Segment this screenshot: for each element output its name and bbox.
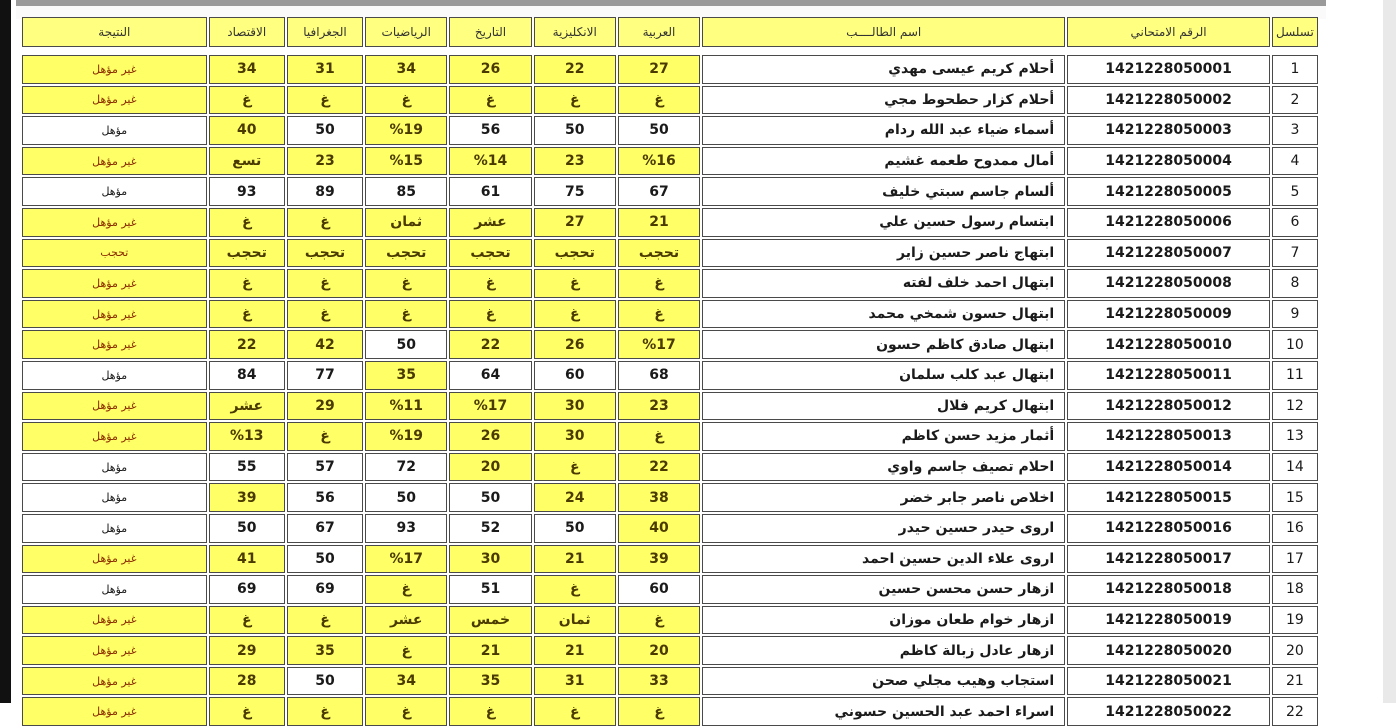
cell-english: 31 — [534, 667, 616, 696]
cell-name: اخلاص ناصر جابر خضر — [702, 483, 1065, 512]
cell-name: ابتهال احمد خلف لفته — [702, 269, 1065, 298]
cell-geography: 35 — [287, 636, 363, 665]
cell-arabic: غ — [618, 697, 700, 726]
column-header-history: التاريخ — [449, 17, 531, 47]
cell-english: ثمان — [534, 606, 616, 635]
table-row — [22, 514, 1318, 543]
table-row — [22, 545, 1318, 574]
cell-name: ابتهال عبد كلب سلمان — [702, 361, 1065, 390]
table-row — [22, 177, 1318, 206]
cell-economics: غ — [209, 208, 285, 237]
table-row — [22, 208, 1318, 237]
cell-history: %17 — [449, 392, 531, 421]
cell-math: %17 — [365, 545, 447, 574]
cell-exam: 1421228050004 — [1067, 147, 1270, 176]
cell-result: غير مؤهل — [22, 422, 207, 451]
cell-result: مؤهل — [22, 361, 207, 390]
cell-geography: غ — [287, 300, 363, 329]
cell-exam: 1421228050007 — [1067, 239, 1270, 268]
cell-name: ابتهال حسون شمخي محمد — [702, 300, 1065, 329]
cell-arabic: 68 — [618, 361, 700, 390]
table-row — [22, 86, 1318, 115]
cell-result: غير مؤهل — [22, 208, 207, 237]
cell-arabic: 38 — [618, 483, 700, 512]
cell-result: غير مؤهل — [22, 330, 207, 359]
cell-economics: %13 — [209, 422, 285, 451]
cell-name: ازهار خوام طعان موزان — [702, 606, 1065, 635]
cell-history: 61 — [449, 177, 531, 206]
cell-english: 23 — [534, 147, 616, 176]
cell-history: 21 — [449, 636, 531, 665]
cell-history: تحجب — [449, 239, 531, 268]
cell-arabic: 67 — [618, 177, 700, 206]
screen-edge-left — [0, 0, 11, 703]
cell-geography: 69 — [287, 575, 363, 604]
cell-result: غير مؤهل — [22, 636, 207, 665]
cell-geography: 89 — [287, 177, 363, 206]
cell-math: %11 — [365, 392, 447, 421]
cell-name: ابتسام رسول حسين علي — [702, 208, 1065, 237]
results-sheet — [16, 0, 1326, 720]
cell-geography: 29 — [287, 392, 363, 421]
table-row — [22, 269, 1318, 298]
cell-english: غ — [534, 269, 616, 298]
cell-arabic: %17 — [618, 330, 700, 359]
cell-serial: 7 — [1272, 239, 1318, 268]
cell-english: 27 — [534, 208, 616, 237]
cell-math: غ — [365, 575, 447, 604]
column-header-english: الانكليزية — [534, 17, 616, 47]
cell-serial: 2 — [1272, 86, 1318, 115]
cell-economics: 22 — [209, 330, 285, 359]
cell-english: 26 — [534, 330, 616, 359]
table-body — [22, 49, 1318, 726]
cell-geography: غ — [287, 86, 363, 115]
cell-geography: غ — [287, 606, 363, 635]
cell-exam: 1421228050014 — [1067, 453, 1270, 482]
cell-geography: 31 — [287, 55, 363, 84]
cell-history: 26 — [449, 422, 531, 451]
cell-name: ابتهال كريم فلال — [702, 392, 1065, 421]
cell-name: ألسام جاسم سبتي خليف — [702, 177, 1065, 206]
cell-exam: 1421228050020 — [1067, 636, 1270, 665]
cell-economics: 28 — [209, 667, 285, 696]
cell-math: 85 — [365, 177, 447, 206]
cell-arabic: 50 — [618, 116, 700, 145]
cell-history: غ — [449, 86, 531, 115]
cell-arabic: 60 — [618, 575, 700, 604]
cell-history: 56 — [449, 116, 531, 145]
table-row — [22, 239, 1318, 268]
cell-name: أثمار مزيد حسن كاظم — [702, 422, 1065, 451]
cell-math: غ — [365, 300, 447, 329]
cell-arabic: تحجب — [618, 239, 700, 268]
cell-history: 26 — [449, 55, 531, 84]
column-header-serial: تسلسل — [1272, 17, 1318, 47]
column-header-result: النتيجة — [22, 17, 207, 47]
cell-result: مؤهل — [22, 116, 207, 145]
column-header-economics: الاقتصاد — [209, 17, 285, 47]
cell-geography: 77 — [287, 361, 363, 390]
cell-english: تحجب — [534, 239, 616, 268]
cell-geography: 57 — [287, 453, 363, 482]
cell-arabic: غ — [618, 269, 700, 298]
cell-serial: 4 — [1272, 147, 1318, 176]
cell-serial: 12 — [1272, 392, 1318, 421]
cell-arabic: 39 — [618, 545, 700, 574]
cell-result: غير مؤهل — [22, 269, 207, 298]
cell-geography: 50 — [287, 667, 363, 696]
cell-history: عشر — [449, 208, 531, 237]
cell-math: 50 — [365, 330, 447, 359]
table-row — [22, 300, 1318, 329]
cell-economics: 41 — [209, 545, 285, 574]
cell-exam: 1421228050005 — [1067, 177, 1270, 206]
cell-history: غ — [449, 300, 531, 329]
cell-english: 21 — [534, 636, 616, 665]
table-row — [22, 606, 1318, 635]
cell-economics: 29 — [209, 636, 285, 665]
cell-math: %19 — [365, 116, 447, 145]
cell-serial: 15 — [1272, 483, 1318, 512]
cell-name: أحلام كزار حطحوط مجي — [702, 86, 1065, 115]
cell-exam: 1421228050002 — [1067, 86, 1270, 115]
cell-exam: 1421228050011 — [1067, 361, 1270, 390]
cell-math: 34 — [365, 667, 447, 696]
cell-name: أسماء ضياء عبد الله ردام — [702, 116, 1065, 145]
cell-economics: غ — [209, 697, 285, 726]
cell-name: أحلام كريم عيسى مهدي — [702, 55, 1065, 84]
cell-name: اروى علاء الدين حسين احمد — [702, 545, 1065, 574]
cell-english: 60 — [534, 361, 616, 390]
cell-history: غ — [449, 269, 531, 298]
cell-math: 72 — [365, 453, 447, 482]
cell-exam: 1421228050012 — [1067, 392, 1270, 421]
cell-result: مؤهل — [22, 453, 207, 482]
cell-result: مؤهل — [22, 177, 207, 206]
cell-english: 30 — [534, 422, 616, 451]
table-row — [22, 392, 1318, 421]
cell-arabic: 20 — [618, 636, 700, 665]
cell-arabic: غ — [618, 606, 700, 635]
cell-result: غير مؤهل — [22, 392, 207, 421]
cell-math: غ — [365, 269, 447, 298]
cell-math: تحجب — [365, 239, 447, 268]
cell-economics: غ — [209, 86, 285, 115]
cell-arabic: 33 — [618, 667, 700, 696]
cell-history: غ — [449, 697, 531, 726]
cell-history: %14 — [449, 147, 531, 176]
cell-name: ابتهاج ناصر حسين زاير — [702, 239, 1065, 268]
table-row — [22, 483, 1318, 512]
cell-result: مؤهل — [22, 575, 207, 604]
cell-name: ازهار حسن محسن حسين — [702, 575, 1065, 604]
cell-economics: 39 — [209, 483, 285, 512]
cell-geography: 50 — [287, 116, 363, 145]
cell-serial: 13 — [1272, 422, 1318, 451]
cell-math: 50 — [365, 483, 447, 512]
cell-economics: غ — [209, 300, 285, 329]
cell-english: 75 — [534, 177, 616, 206]
cell-math: %19 — [365, 422, 447, 451]
cell-serial: 22 — [1272, 697, 1318, 726]
cell-arabic: غ — [618, 300, 700, 329]
table-header-row — [22, 17, 1318, 47]
cell-name: اروى حيدر حسين حيدر — [702, 514, 1065, 543]
cell-exam: 1421228050013 — [1067, 422, 1270, 451]
header-gap-cell — [22, 49, 1318, 53]
cell-exam: 1421228050016 — [1067, 514, 1270, 543]
cell-geography: 23 — [287, 147, 363, 176]
cell-history: 64 — [449, 361, 531, 390]
table-row — [22, 116, 1318, 145]
cell-english: 30 — [534, 392, 616, 421]
cell-english: غ — [534, 697, 616, 726]
cell-serial: 6 — [1272, 208, 1318, 237]
screen-edge-right — [1383, 0, 1396, 703]
cell-economics: تسع — [209, 147, 285, 176]
cell-serial: 19 — [1272, 606, 1318, 635]
cell-serial: 17 — [1272, 545, 1318, 574]
cell-economics: 34 — [209, 55, 285, 84]
cell-name: ابتهال صادق كاظم حسون — [702, 330, 1065, 359]
cell-serial: 14 — [1272, 453, 1318, 482]
cell-geography: غ — [287, 422, 363, 451]
table-row — [22, 147, 1318, 176]
cell-serial: 5 — [1272, 177, 1318, 206]
cell-name: ازهار عادل زبالة كاظم — [702, 636, 1065, 665]
cell-english: غ — [534, 86, 616, 115]
cell-economics: 69 — [209, 575, 285, 604]
cell-serial: 16 — [1272, 514, 1318, 543]
cell-result: مؤهل — [22, 483, 207, 512]
cell-economics: 93 — [209, 177, 285, 206]
cell-result: غير مؤهل — [22, 545, 207, 574]
cell-arabic: 27 — [618, 55, 700, 84]
cell-exam: 1421228050001 — [1067, 55, 1270, 84]
column-header-exam-number: الرقم الامتحاني — [1067, 17, 1270, 47]
cell-arabic: غ — [618, 422, 700, 451]
cell-english: 50 — [534, 514, 616, 543]
cell-exam: 1421228050009 — [1067, 300, 1270, 329]
cell-serial: 20 — [1272, 636, 1318, 665]
cell-english: غ — [534, 453, 616, 482]
table-row — [22, 422, 1318, 451]
cell-result: مؤهل — [22, 514, 207, 543]
cell-exam: 1421228050010 — [1067, 330, 1270, 359]
cell-arabic: 22 — [618, 453, 700, 482]
cell-english: غ — [534, 575, 616, 604]
cell-serial: 3 — [1272, 116, 1318, 145]
cell-economics: 84 — [209, 361, 285, 390]
cell-serial: 1 — [1272, 55, 1318, 84]
cell-english: 21 — [534, 545, 616, 574]
cell-name: اسراء احمد عبد الحسين حسوني — [702, 697, 1065, 726]
cell-exam: 1421228050021 — [1067, 667, 1270, 696]
cell-geography: 56 — [287, 483, 363, 512]
table-row — [22, 330, 1318, 359]
cell-english: 50 — [534, 116, 616, 145]
cell-geography: 67 — [287, 514, 363, 543]
cell-economics: 55 — [209, 453, 285, 482]
cell-serial: 18 — [1272, 575, 1318, 604]
cell-history: 30 — [449, 545, 531, 574]
cell-result: غير مؤهل — [22, 86, 207, 115]
cell-exam: 1421228050019 — [1067, 606, 1270, 635]
cell-arabic: 40 — [618, 514, 700, 543]
cell-math: 34 — [365, 55, 447, 84]
cell-math: 35 — [365, 361, 447, 390]
cell-name: استجاب وهيب مجلي صحن — [702, 667, 1065, 696]
cell-math: %15 — [365, 147, 447, 176]
cell-arabic: 21 — [618, 208, 700, 237]
cell-exam: 1421228050015 — [1067, 483, 1270, 512]
cell-serial: 9 — [1272, 300, 1318, 329]
cell-history: خمس — [449, 606, 531, 635]
cell-geography: غ — [287, 208, 363, 237]
results-table — [20, 15, 1320, 728]
cell-name: احلام تصيف جاسم واوي — [702, 453, 1065, 482]
cell-history: 51 — [449, 575, 531, 604]
cell-economics: 40 — [209, 116, 285, 145]
cell-geography: 50 — [287, 545, 363, 574]
cell-exam: 1421228050003 — [1067, 116, 1270, 145]
cell-math: غ — [365, 697, 447, 726]
cell-math: ثمان — [365, 208, 447, 237]
cell-arabic: 23 — [618, 392, 700, 421]
cell-exam: 1421228050017 — [1067, 545, 1270, 574]
cell-serial: 10 — [1272, 330, 1318, 359]
cell-result: غير مؤهل — [22, 300, 207, 329]
cell-exam: 1421228050006 — [1067, 208, 1270, 237]
cell-economics: غ — [209, 269, 285, 298]
cell-economics: 50 — [209, 514, 285, 543]
table-row — [22, 361, 1318, 390]
cell-history: 22 — [449, 330, 531, 359]
cell-geography: غ — [287, 269, 363, 298]
table-row — [22, 697, 1318, 726]
cell-math: 93 — [365, 514, 447, 543]
cell-geography: تحجب — [287, 239, 363, 268]
cell-result: غير مؤهل — [22, 55, 207, 84]
cell-english: 22 — [534, 55, 616, 84]
cell-history: 50 — [449, 483, 531, 512]
cell-math: غ — [365, 86, 447, 115]
cell-name: أمال ممدوح طعمه غشيم — [702, 147, 1065, 176]
column-header-geography: الجغرافيا — [287, 17, 363, 47]
cell-exam: 1421228050022 — [1067, 697, 1270, 726]
cell-serial: 21 — [1272, 667, 1318, 696]
cell-english: 24 — [534, 483, 616, 512]
header-gap — [22, 49, 1318, 53]
cell-economics: غ — [209, 606, 285, 635]
table-row — [22, 636, 1318, 665]
cell-math: غ — [365, 636, 447, 665]
cell-result: غير مؤهل — [22, 667, 207, 696]
cell-exam: 1421228050008 — [1067, 269, 1270, 298]
cell-history: 35 — [449, 667, 531, 696]
cell-result: غير مؤهل — [22, 606, 207, 635]
cell-math: عشر — [365, 606, 447, 635]
cell-result: تحجب — [22, 239, 207, 268]
column-header-math: الرياضيات — [365, 17, 447, 47]
cell-history: 52 — [449, 514, 531, 543]
table-row — [22, 453, 1318, 482]
table-row — [22, 667, 1318, 696]
table-row — [22, 575, 1318, 604]
cell-serial: 11 — [1272, 361, 1318, 390]
cell-english: غ — [534, 300, 616, 329]
cell-economics: تحجب — [209, 239, 285, 268]
cell-arabic: %16 — [618, 147, 700, 176]
cell-arabic: غ — [618, 86, 700, 115]
cell-result: غير مؤهل — [22, 147, 207, 176]
cell-history: 20 — [449, 453, 531, 482]
column-header-arabic: العربية — [618, 17, 700, 47]
cell-geography: غ — [287, 697, 363, 726]
column-header-student-name: اسم الطالــــب — [702, 17, 1065, 47]
cell-geography: 42 — [287, 330, 363, 359]
cell-exam: 1421228050018 — [1067, 575, 1270, 604]
cell-economics: عشر — [209, 392, 285, 421]
cell-serial: 8 — [1272, 269, 1318, 298]
table-row — [22, 55, 1318, 84]
cell-result: غير مؤهل — [22, 697, 207, 726]
